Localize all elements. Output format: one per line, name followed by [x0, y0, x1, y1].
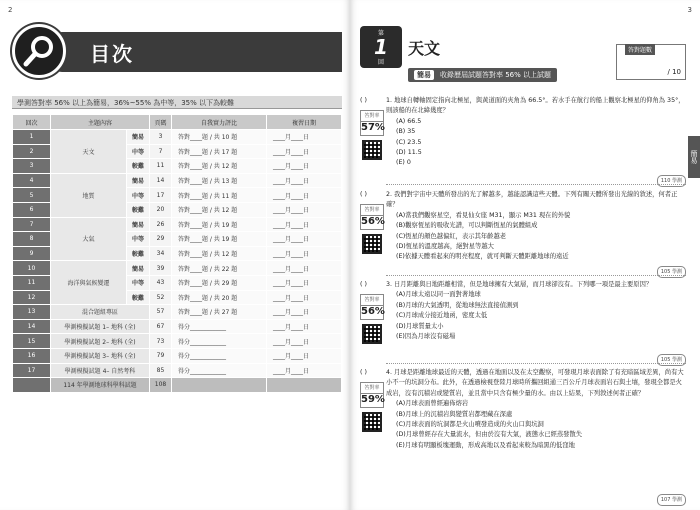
- divider: [386, 275, 686, 276]
- toc-page-number: 52: [150, 290, 172, 305]
- correct-rate-value: 57%: [360, 121, 384, 135]
- toc-review-date: ____月____日: [267, 334, 342, 349]
- toc-header-row: [13, 115, 342, 130]
- chapter-subtitle: 收錄歷屆試題答對率 56% 以上試題: [440, 71, 552, 79]
- option: (E)依據天體看起來的明亮程度，就可判斷天體距離地球的遠近: [396, 253, 569, 261]
- toc-level: 中等: [126, 232, 149, 247]
- toc-page-number: 29: [150, 232, 172, 247]
- page-number-left: 2: [8, 6, 13, 14]
- toc-topic: 學測模擬試題 1– 地科 (全): [51, 319, 150, 334]
- toc-page-number: 17: [150, 188, 172, 203]
- divider: [386, 184, 686, 185]
- option: (E)月球有明顯板塊運動，形成高地以及看起來較為暗黑的低窪地: [396, 441, 575, 449]
- source-badge: 110 學測: [657, 175, 686, 187]
- toc-review-date: ____月____日: [267, 217, 342, 232]
- chapter-prefix: 第: [377, 30, 384, 37]
- score-box-total: / 10: [667, 68, 681, 76]
- toc-topic: 大氣: [51, 217, 127, 261]
- toc-table: [12, 114, 342, 393]
- chapter-title: 天文: [408, 39, 441, 58]
- toc-round-number: 2: [13, 144, 51, 159]
- option: (E)因為月球沒有磁場: [396, 333, 456, 341]
- toc-self-score: 答對____題 / 共 17 題: [172, 144, 267, 159]
- toc-self-score: [172, 378, 267, 393]
- toc-topic: 地質: [51, 173, 127, 217]
- toc-review-date: ____月____日: [267, 348, 342, 363]
- option: (B)月球的大氣透明，從地球無法直接偵測到: [396, 301, 519, 309]
- toc-review-date: ____月____日: [267, 319, 342, 334]
- chapter-subtitle-tag: [408, 68, 557, 82]
- toc-body: [13, 130, 342, 393]
- toc-self-score: 得分____________: [172, 334, 267, 349]
- answer-blank: ( ): [360, 97, 367, 104]
- question-2: [360, 190, 686, 275]
- option: (C)月球成分接近地函，密度太低: [396, 312, 488, 320]
- qr-code-icon[interactable]: [362, 324, 382, 344]
- toc-round-number: 4: [13, 173, 51, 188]
- toc-review-date: ____月____日: [267, 275, 342, 290]
- toc-self-score: 答對____題 / 共 12 題: [172, 202, 267, 217]
- toc-row: [13, 217, 342, 232]
- question-stem: 3. 日月距離與日地距離相當，但是地球擁有大氣層，而月球卻沒有。下列哪一項是最主要原因？: [386, 281, 653, 288]
- options: [396, 290, 686, 342]
- toc-row: [13, 305, 342, 320]
- toc-self-score: 答對____題 / 共 12 題: [172, 246, 267, 261]
- toc-self-score: 答對____題 / 共 12 題: [172, 159, 267, 174]
- toc-banner: [12, 24, 342, 78]
- toc-topic: 天文: [51, 130, 127, 174]
- toc-row: [13, 348, 342, 363]
- toc-level: 較難: [126, 246, 149, 261]
- toc-page-number: 14: [150, 173, 172, 188]
- toc-page-number: 11: [150, 159, 172, 174]
- source-badge: 107 學測: [657, 494, 686, 506]
- toc-row: [13, 378, 342, 393]
- magnifier-icon: [12, 24, 66, 78]
- toc-self-score: 答對____題 / 共 27 題: [172, 305, 267, 320]
- toc-self-score: 得分____________: [172, 348, 267, 363]
- toc-level: 簡易: [126, 173, 149, 188]
- correct-rate-value: 56%: [360, 215, 384, 229]
- divider: [386, 363, 686, 364]
- question-stem: 4. 月球是距離地球最近的天體，透過在地面以及在太空觀察，可發現月球表面除了有充暗區域差異，尚有大小不一的坑洞分布。此外，在透過檢視登陸月球時所攜回組通三百公斤月球表面岩石與土壤，發現全都是火成岩，沒有沉積岩或變質岩，並且當中只含有極少量的水。由以上結果，下列敘述何者正確？: [386, 369, 684, 397]
- toc-round-number: 15: [13, 334, 51, 349]
- col-header-round: 回次: [13, 115, 51, 130]
- correct-rate-label: 答對率: [360, 294, 384, 305]
- toc-review-date: ____月____日: [267, 130, 342, 145]
- toc-round-number: 16: [13, 348, 51, 363]
- toc-self-score: 答對____題 / 共 29 題: [172, 275, 267, 290]
- qr-code-icon[interactable]: [362, 412, 382, 432]
- option: (B)觀察恆星的吸收光譜，可以判斷恆星的氣體組成: [396, 222, 538, 230]
- toc-page-number: 108: [150, 378, 172, 393]
- chapter-suffix: 回: [377, 59, 384, 66]
- answer-blank: ( ): [360, 281, 367, 288]
- toc-topic: 海洋與氣候變遷: [51, 261, 127, 305]
- question-4: [360, 368, 686, 503]
- toc-round-number: 3: [13, 159, 51, 174]
- option: (A) 66.5: [396, 117, 422, 125]
- toc-round-number: 12: [13, 290, 51, 305]
- toc-topic: 學測模擬試題 4– 自然考科: [51, 363, 150, 378]
- question-1: [360, 96, 686, 184]
- toc-row: [13, 130, 342, 145]
- toc-row: [13, 319, 342, 334]
- toc-round-number: 13: [13, 305, 51, 320]
- toc-round-number: 7: [13, 217, 51, 232]
- correct-rate-value: 59%: [360, 393, 384, 407]
- toc-round-number: 1: [13, 130, 51, 145]
- toc-round-number: 5: [13, 188, 51, 203]
- toc-self-score: 答對____題 / 共 22 題: [172, 261, 267, 276]
- toc-review-date: ____月____日: [267, 305, 342, 320]
- answer-blank: ( ): [360, 369, 367, 376]
- score-box: [616, 44, 686, 80]
- toc-review-date: ____月____日: [267, 159, 342, 174]
- col-header-topic: 主題內容: [51, 115, 150, 130]
- option: (B) 35: [396, 128, 416, 136]
- toc-page-number: 67: [150, 319, 172, 334]
- col-header-score: 自我實力評比: [172, 115, 267, 130]
- toc-round-number: 6: [13, 202, 51, 217]
- toc-page-number: 73: [150, 334, 172, 349]
- level-tag: 簡易: [414, 70, 434, 80]
- toc-level: 中等: [126, 275, 149, 290]
- correct-rate: [360, 110, 384, 160]
- toc-review-date: ____月____日: [267, 144, 342, 159]
- option: (C)月球表面的坑洞都是火山噴發造成的火山口與坑洞: [396, 421, 544, 429]
- question-3: [360, 280, 686, 363]
- chapter-badge: [360, 26, 402, 68]
- answer-blank: ( ): [360, 191, 367, 198]
- toc-level: 簡易: [126, 261, 149, 276]
- toc-page-number: 57: [150, 305, 172, 320]
- option: (E) 0: [396, 159, 411, 167]
- toc-page-number: 7: [150, 144, 172, 159]
- toc-topic: 114 年學測地球科學科試題: [51, 378, 150, 393]
- toc-page-number: 20: [150, 202, 172, 217]
- toc-page-number: 43: [150, 275, 172, 290]
- correct-rate-label: 答對率: [360, 110, 384, 121]
- toc-self-score: 答對____題 / 共 13 題: [172, 173, 267, 188]
- toc-round-number: 11: [13, 275, 51, 290]
- toc-self-score: 答對____題 / 共 19 題: [172, 232, 267, 247]
- options: [396, 117, 686, 169]
- correct-rate: [360, 204, 384, 254]
- toc-topic: 學測模擬試題 2– 地科 (全): [51, 334, 150, 349]
- toc-self-score: 得分____________: [172, 363, 267, 378]
- toc-level: 簡易: [126, 130, 149, 145]
- option: (A)當我們觀察星空，看見仙女座 M31，顯示 M31 現在的外貌: [396, 211, 571, 219]
- correct-rate: [360, 294, 384, 344]
- toc-row: [13, 173, 342, 188]
- toc-review-date: ____月____日: [267, 290, 342, 305]
- source-badge: 105 學測: [657, 266, 686, 278]
- toc-self-score: 答對____題 / 共 20 題: [172, 290, 267, 305]
- score-box-label: 答對題數: [625, 44, 655, 55]
- toc-row: [13, 363, 342, 378]
- toc-review-date: ____月____日: [267, 363, 342, 378]
- toc-page-number: 34: [150, 246, 172, 261]
- toc-page-number: 3: [150, 130, 172, 145]
- option: (D) 11.5: [396, 149, 422, 157]
- toc-review-date: ____月____日: [267, 261, 342, 276]
- toc-page-number: 26: [150, 217, 172, 232]
- correct-rate-label: 答對率: [360, 382, 384, 393]
- toc-round-number: 17: [13, 363, 51, 378]
- toc-title: 目次: [90, 42, 134, 66]
- toc-review-date: [267, 378, 342, 393]
- toc-level: 較難: [126, 159, 149, 174]
- toc-level: 較難: [126, 202, 149, 217]
- toc-self-score: 得分____________: [172, 319, 267, 334]
- toc-review-date: ____月____日: [267, 173, 342, 188]
- toc-review-date: ____月____日: [267, 246, 342, 261]
- toc-round-number: 9: [13, 246, 51, 261]
- toc-row: [13, 334, 342, 349]
- toc-level: 較難: [126, 290, 149, 305]
- source-badge: 105 學測: [657, 354, 686, 366]
- difficulty-legend: 學測答對率 56% 以上為簡易，36%~55% 為中等，35% 以下為較難: [12, 96, 342, 109]
- toc-page-number: 79: [150, 348, 172, 363]
- option: (D)月球曾經存在大量流水，但由於沒有大氣，液態水已經蒸發散失: [396, 431, 583, 439]
- toc-round-number: [13, 378, 51, 393]
- toc-self-score: 答對____題 / 共 19 題: [172, 217, 267, 232]
- question-stem: 2. 我們對宇宙中天體所發出的光了解越多，越能認識這些天體。下列有關天體所發出光線的敘述，何者正確？: [386, 191, 678, 209]
- options: [396, 211, 686, 263]
- toc-review-date: ____月____日: [267, 232, 342, 247]
- correct-rate-value: 56%: [360, 305, 384, 319]
- toc-self-score: 答對____題 / 共 10 題: [172, 130, 267, 145]
- option: (B)月球上的沉積岩與變質岩都埋藏在深處: [396, 410, 513, 418]
- toc-level: 簡易: [126, 217, 149, 232]
- page-number-right: 3: [687, 6, 692, 14]
- toc-level: 中等: [126, 144, 149, 159]
- toc-self-score: 答對____題 / 共 11 題: [172, 188, 267, 203]
- option: (C)恆星的顏色越偏紅，表示其年齡越老: [396, 232, 507, 240]
- col-header-date: 複習日期: [267, 115, 342, 130]
- toc-banner-bar: [42, 32, 342, 72]
- option: (A)月球太遠以同一面對著地球: [396, 291, 481, 299]
- toc-round-number: 14: [13, 319, 51, 334]
- toc-topic: 學測模擬試題 3– 地科 (全): [51, 348, 150, 363]
- toc-round-number: 8: [13, 232, 51, 247]
- option: (A)月球表面曾經遍佈熔岩: [396, 400, 469, 408]
- qr-code-icon[interactable]: [362, 234, 382, 254]
- option: (D)恆星的溫度越高，絕對星等越大: [396, 243, 494, 251]
- toc-level: 中等: [126, 188, 149, 203]
- option: (C) 23.5: [396, 138, 422, 146]
- toc-page-number: 85: [150, 363, 172, 378]
- toc-row: [13, 261, 342, 276]
- toc-page-number: 39: [150, 261, 172, 276]
- toc-topic: 混合題組專區: [51, 305, 150, 320]
- toc-review-date: ____月____日: [267, 188, 342, 203]
- options: [396, 399, 686, 451]
- side-tab-level: 簡易: [688, 136, 700, 178]
- correct-rate-label: 答對率: [360, 204, 384, 215]
- qr-code-icon[interactable]: [362, 140, 382, 160]
- option: (D)月球質量太小: [396, 322, 444, 330]
- question-stem: 1. 地球自轉軸固定指向北極星，與黃道面的夾角為 66.5°。若水手在航行的船上觀察北極星的仰角為 35°，則該船的在北緯幾度？: [386, 97, 685, 115]
- right-page: [350, 0, 700, 510]
- chapter-number: 1: [374, 35, 388, 59]
- col-header-page: 頁碼: [150, 115, 172, 130]
- correct-rate: [360, 382, 384, 432]
- toc-round-number: 10: [13, 261, 51, 276]
- toc-review-date: ____月____日: [267, 202, 342, 217]
